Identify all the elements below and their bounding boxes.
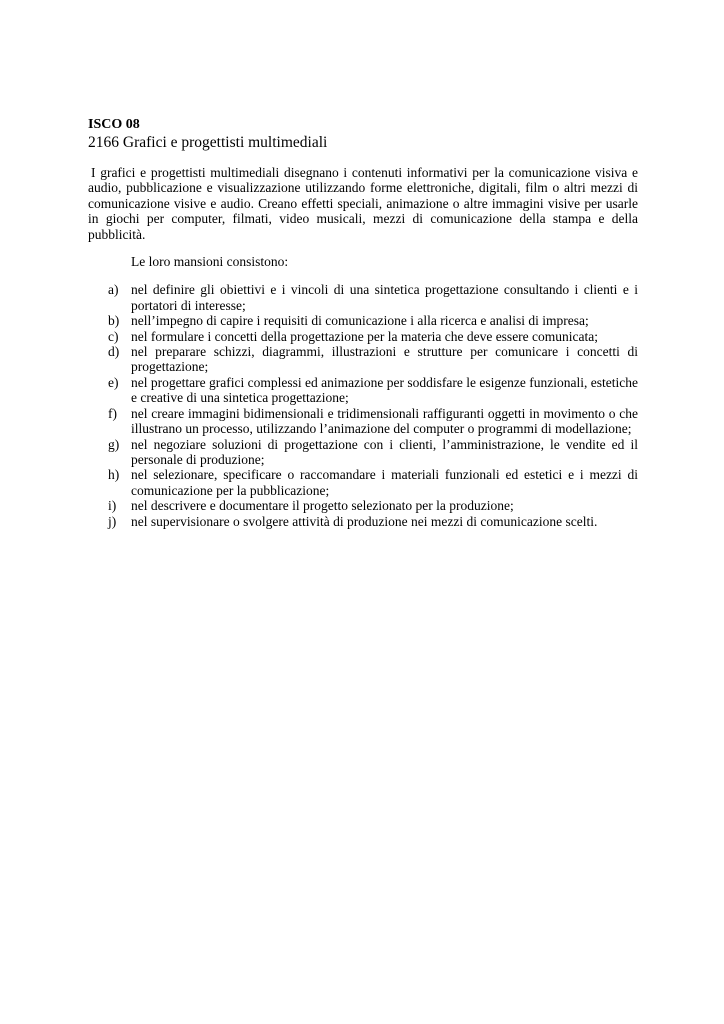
task-text: nel creare immagini bidimensionali e tridimensionali raffiguranti oggetti in movimento o che illustrano un processo, utilizzando l’animazione del computer o programmi di modellazione; xyxy=(131,405,638,437)
task-marker: j) xyxy=(108,513,117,529)
task-item xyxy=(88,498,638,513)
task-marker: h) xyxy=(108,467,120,483)
document-code: ISCO 08 xyxy=(88,117,140,132)
task-item xyxy=(88,344,638,375)
task-text: nel supervisionare o svolgere attività di produzione nei mezzi di comunicazione scelti. xyxy=(131,513,598,529)
tasks-lead: Le loro mansioni consistono: xyxy=(131,254,289,270)
document-title: 2166 Grafici e progettisti multimediali xyxy=(88,134,328,151)
task-text: nel formulare i concetti della progettazione per la materia che deve essere comunicata; xyxy=(131,328,599,344)
task-marker: c) xyxy=(108,328,119,344)
task-item xyxy=(88,375,638,406)
task-item xyxy=(88,467,638,498)
task-marker: a) xyxy=(108,282,119,298)
task-item xyxy=(88,514,638,529)
task-item xyxy=(88,313,638,328)
task-marker: d) xyxy=(108,344,120,360)
task-text: nel progettare grafici complessi ed animazione per soddisfare le esigenze funzionali, estetiche e creative di una sintetica progettazione; xyxy=(131,374,638,406)
task-marker: g) xyxy=(108,436,120,452)
task-marker: i) xyxy=(108,498,117,514)
task-text: nel selezionare, specificare o raccomandare i materiali funzionali ed estetici e i mezzi di comunicazione per la pubblicazione; xyxy=(131,467,638,498)
intro-paragraph: I grafici e progettisti multimediali disegnano i contenuti informativi per la comunicazione visiva e audio, pubblicazione e visualizzazione utilizzando forme elettroniche, digitali, film o altri mezzi di comunicazione visive e audio. Creano effetti speciali, animazione o altre immagini visive per usarle in giochi per computer, filmati, video musicali, mezzi di comunicazione della stampa e della pubblicità. xyxy=(88,165,638,242)
task-text: nell’impegno di capire i requisiti di comunicazione i alla ricerca e analisi di impresa; xyxy=(131,313,589,329)
task-marker: e) xyxy=(108,374,119,390)
task-marker: b) xyxy=(108,313,120,329)
task-item xyxy=(88,437,638,468)
task-text: nel negoziare soluzioni di progettazione con i clienti, l’amministrazione, le vendite ed il personale di produzione; xyxy=(131,436,638,467)
task-text: nel descrivere e documentare il progetto selezionato per la produzione; xyxy=(131,498,514,514)
task-text: nel definire gli obiettivi e i vincoli di una sintetica progettazione consultando i clienti e i portatori di interesse; xyxy=(131,282,638,313)
task-item xyxy=(88,406,638,437)
document-page xyxy=(88,116,638,529)
task-text: nel preparare schizzi, diagrammi, illustrazioni e strutture per comunicare i concetti di progettazione; xyxy=(131,344,638,375)
task-list xyxy=(88,282,638,529)
task-item xyxy=(88,282,638,313)
task-item xyxy=(88,329,638,344)
task-marker: f) xyxy=(108,405,117,421)
